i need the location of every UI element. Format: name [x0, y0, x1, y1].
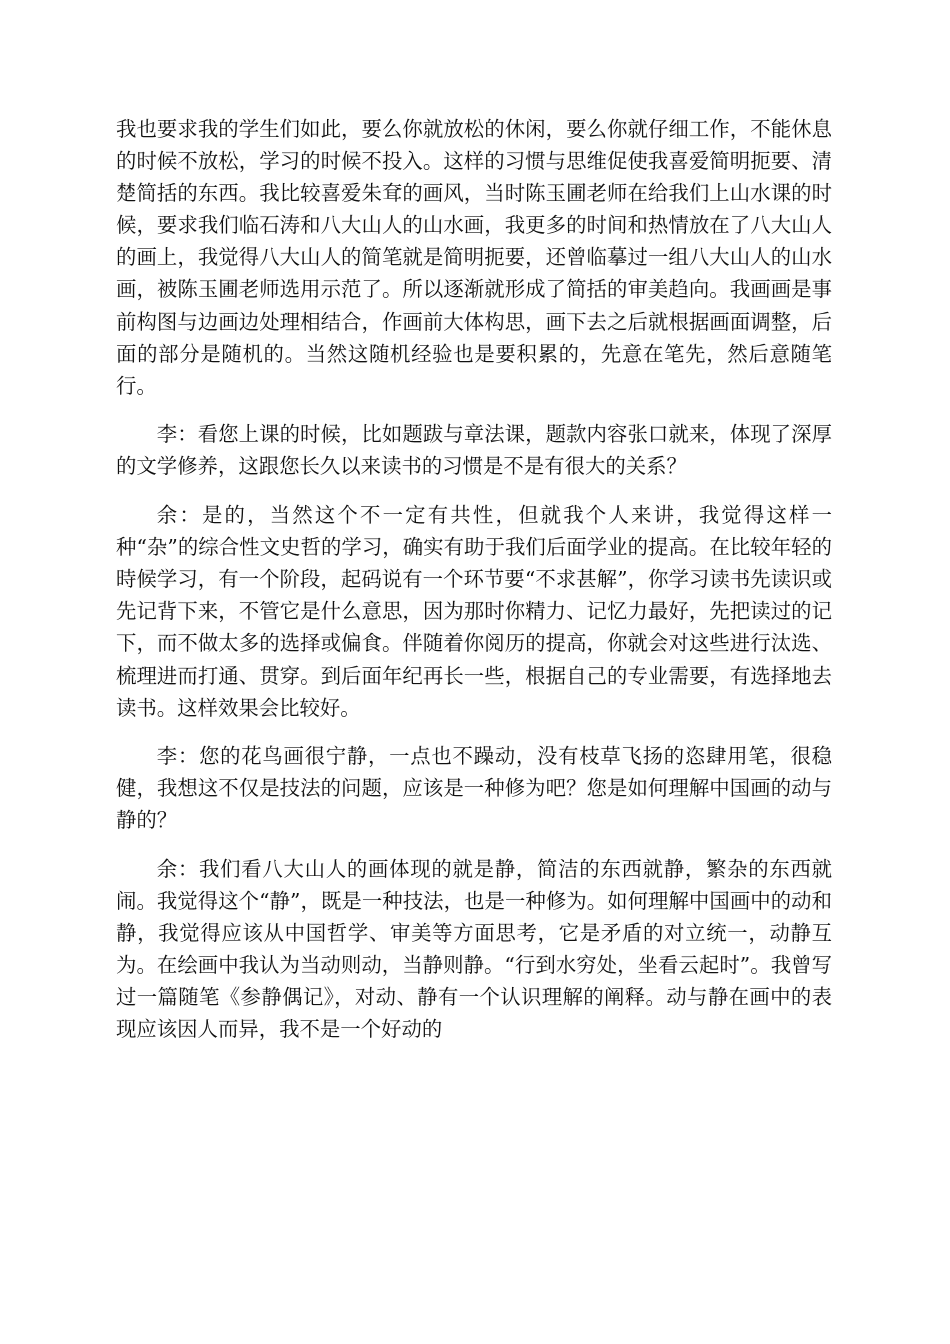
interview-text — [116, 113, 832, 1046]
paragraph-answer-yu-1: 余：是的，当然这个不一定有共性，但就我个人来讲，我觉得这样一种“杂”的综合性文史哲的学习，确实有助于我们后面学业的提高。在比较年轻的時候学习，有一个阶段，起码说有一个环节要“不求甚解”，你学习读书先读识或先记背下来，不管它是什么意思，因为那时你精力、记忆力最好，先把读过的记下，而不做太多的选择或偏食。伴随着你阅历的提高，你就会对这些进行汰选、梳理进而打通、贯穿。到后面年纪再长一些，根据自己的专业需要，有选择地去读书。这样效果会比较好。 — [116, 503, 832, 720]
paragraph-question-li-2: 李：您的花鸟画很宁静，一点也不躁动，没有枝草飞扬的恣肆用笔，很稳健，我想这不仅是技法的问题，应该是一种修为吧？您是如何理解中国画的动与静的？ — [116, 744, 832, 833]
paragraph-answer-yu-2: 余：我们看八大山人的画体现的就是静，简洁的东西就静，繁杂的东西就闹。我觉得这个“静”，既是一种技法，也是一种修为。如何理解中国画中的动和静，我觉得应该从中国哲学、审美等方面思考，它是矛盾的对立统一，动静互为。在绘画中我认为当动则动，当静则静。“行到水穷处，坐看云起时”。我曾写过一篇随笔《参静偶记》，对动、静有一个认识理解的阐释。动与静在画中的表现应该因人而异，我不是一个好动的 — [116, 856, 832, 1042]
paragraph-continuation: 我也要求我的学生们如此，要么你就放松的休闲，要么你就仔细工作，不能休息的时候不放松，学习的时候不投入。这样的习惯与思维促使我喜爱简明扼要、清楚简括的东西。我比较喜爱朱耷的画风，当时陈玉圃老师在给我们上山水课的时候，要求我们临石涛和八大山人的山水画，我更多的时间和热情放在了八大山人的画上，我觉得八大山人的简笔就是简明扼要，还曾临摹过一组八大山人的山水画，被陈玉圃老师选用示范了。所以逐渐就形成了简括的审美趋向。我画画是事前构图与边画边处理相结合，作画前大体构思，画下去之后就根据画面调整，后面的部分是随机的。当然这随机经验也是要积累的，先意在笔先，然后意随笔行。 — [116, 117, 832, 398]
paragraph-question-li-1: 李：看您上课的时候，比如题跋与章法课，题款内容张口就来，体现了深厚的文学修养，这跟您长久以来读书的习惯是不是有很大的关系？ — [116, 422, 832, 479]
